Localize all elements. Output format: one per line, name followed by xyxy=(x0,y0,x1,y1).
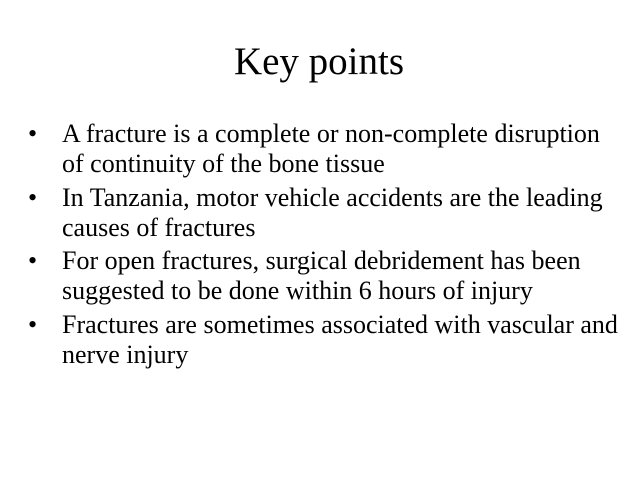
bullet-text: Fractures are sometimes associated with vascular and nerve injury xyxy=(62,309,618,369)
bullet-text: In Tanzania, motor vehicle accidents are the leading causes of fractures xyxy=(62,182,603,242)
bullet-list xyxy=(28,119,618,373)
bullet-text: For open fractures, surgical debridement has been suggested to be done within 6 hours of injury xyxy=(62,246,581,305)
bullet-text: A fracture is a complete or non-complete disruption of continuity of the bone tissue xyxy=(62,119,600,178)
bullet-marker: • xyxy=(28,246,38,275)
bullet-marker: • xyxy=(28,309,38,339)
bullet-item xyxy=(28,183,618,243)
bullet-item xyxy=(28,310,618,370)
bullet-item xyxy=(28,246,618,306)
bullet-marker: • xyxy=(28,119,38,148)
bullet-item xyxy=(28,119,618,179)
slide-title: Key points xyxy=(233,40,405,83)
bullet-marker: • xyxy=(28,182,38,212)
